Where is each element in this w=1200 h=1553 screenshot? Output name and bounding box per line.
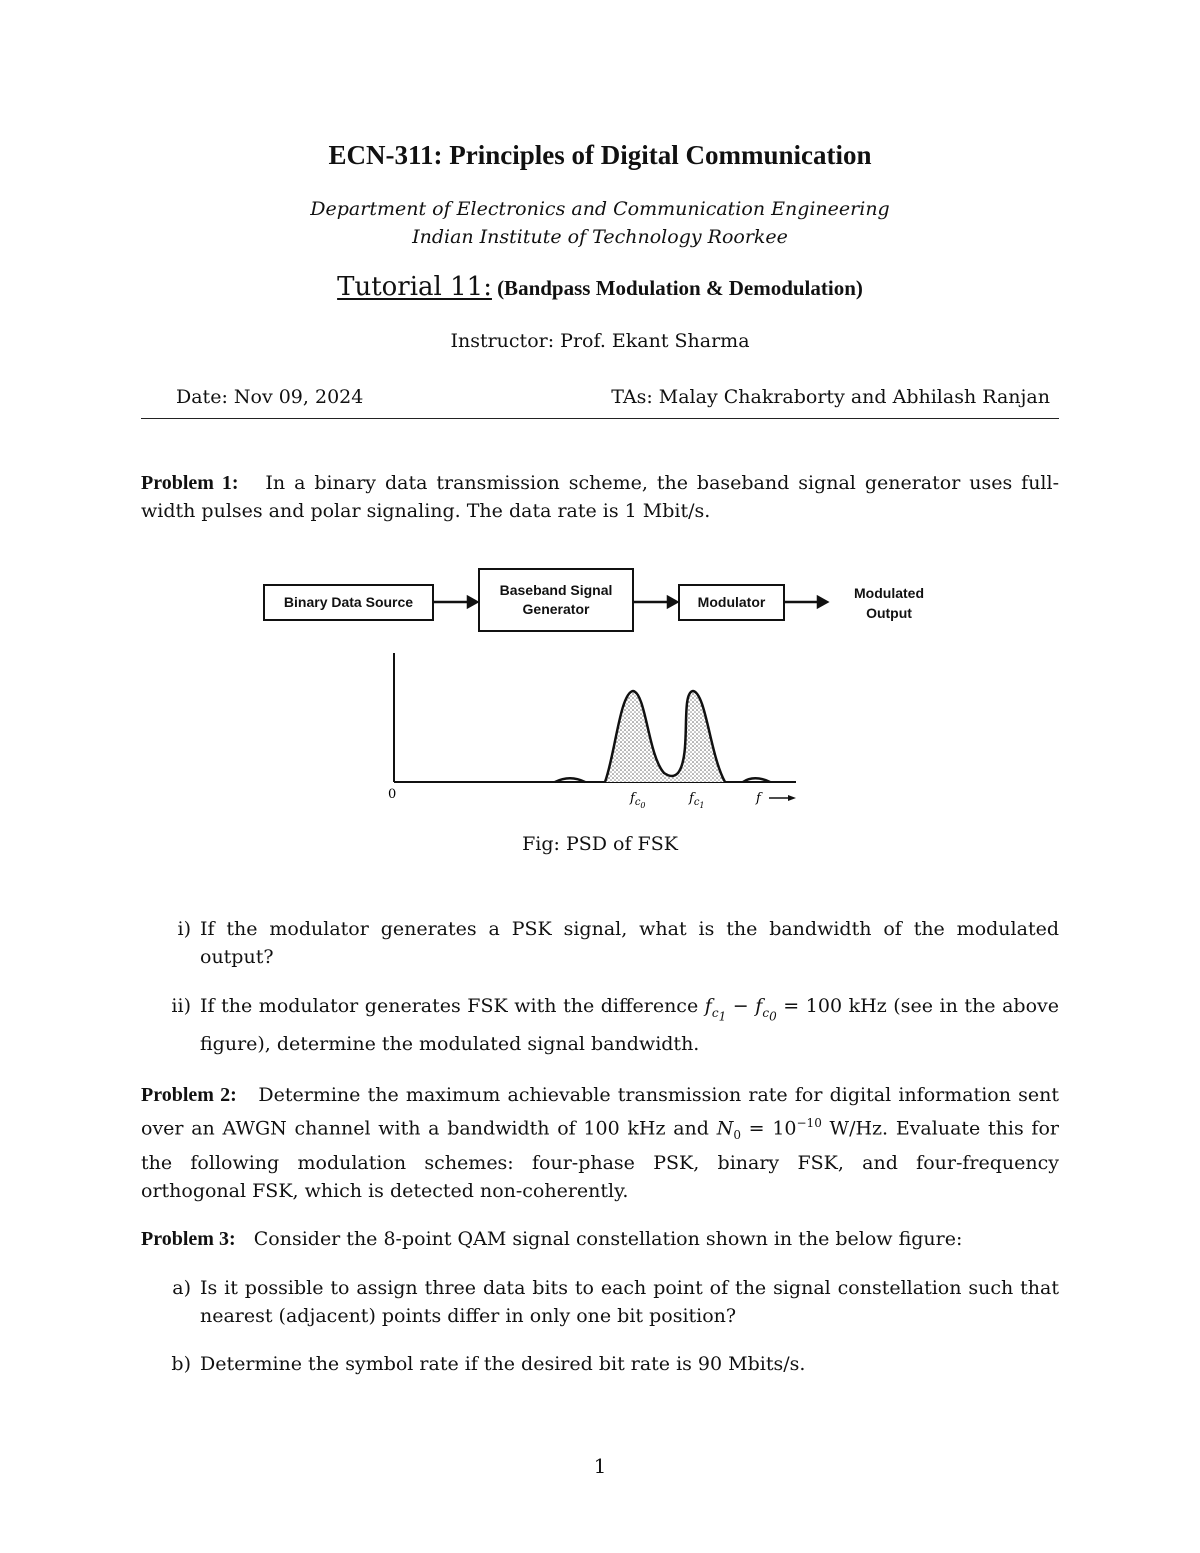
fc0-f: f	[630, 791, 635, 806]
fc1-minus-fc0: $f_{c_1} - f_{c_0}$	[704, 995, 777, 1024]
n0-symbol: N	[716, 1117, 734, 1140]
fc1-label	[688, 791, 705, 810]
arrow-3-head	[818, 597, 827, 607]
document-title: ECN-311: Principles of Digital Communication	[328, 140, 872, 170]
instructor: Instructor: Prof. Ekant Sharma	[450, 330, 750, 352]
output-line2: Output	[866, 605, 912, 621]
f-axis-arrow-head	[788, 795, 796, 801]
item-text: Is it possible to assign three data bits to each point of the signal constellation such that nearest (adjacent) points differ in only one bit position?	[200, 1277, 1059, 1327]
math-sub: c	[711, 1005, 719, 1020]
problem-2	[141, 1081, 1059, 1205]
output-line1: Modulated	[854, 585, 924, 601]
fc0-subsub: 0	[640, 801, 646, 810]
fc1-f: f	[689, 791, 694, 806]
problem-3-text: Consider the 8-point QAM signal constellation shown in the below figure:	[253, 1228, 963, 1250]
math-f: f	[704, 995, 712, 1017]
teaching-assistants: TAs: Malay Chakraborty and Abhilash Ranjan	[611, 386, 1050, 408]
math-sub: c	[762, 1005, 770, 1020]
problem-1	[141, 469, 1059, 525]
item-label: b)	[171, 1353, 191, 1375]
problem-3	[141, 1225, 1059, 1253]
fc1-sub: c	[693, 797, 700, 808]
n0-exponent: −10	[796, 1116, 822, 1130]
n0-eq: = 10	[740, 1117, 797, 1140]
arrow-1-head	[468, 597, 477, 607]
block-label-line2: Generator	[522, 601, 590, 617]
page-number: 1	[593, 1454, 607, 1478]
psd-curve	[555, 691, 770, 782]
affiliation	[0, 195, 1200, 251]
item-text-part-a: If the modulator generates FSK with the difference	[200, 995, 705, 1017]
fsk-psd-plot	[380, 645, 820, 815]
problem-1-item-ii	[141, 992, 1060, 1056]
fc0-label	[629, 791, 646, 810]
tutorial-topic: (Bandpass Modulation & Demodulation)	[497, 276, 863, 300]
f-axis-label: f	[756, 791, 761, 806]
tutorial-number: Tutorial 11:	[337, 272, 492, 302]
block-label: Binary Data Source	[283, 594, 414, 610]
n0-sub: 0	[733, 1128, 741, 1143]
origin-label: 0	[388, 787, 397, 802]
institute-name: Indian Institute of Technology Roorkee	[412, 226, 788, 248]
item-text-part-b: = 100 kHz (see in the above figure), determine the modulated signal bandwidth.	[200, 995, 1060, 1056]
problem-3-item-b	[141, 1350, 1059, 1378]
diagram-arrows	[0, 560, 1200, 640]
item-label: a)	[172, 1277, 191, 1299]
problem-2-text-a: Determine the maximum achievable transmission rate for digital information sent over an AWGN channel with a bandwidth of 100 kHz and	[141, 1084, 1060, 1140]
arrow-2-head	[668, 597, 677, 607]
math-subsub: 1	[718, 1009, 727, 1024]
date: Date: Nov 09, 2024	[176, 386, 364, 408]
problem-3-item-a	[141, 1274, 1059, 1330]
problem-2-text-b: W/Hz. Evaluate this for the following modulation schemes: four-phase PSK, binary FSK, and four-frequency orthogonal FSK, which is detected non-coherently.	[141, 1117, 1059, 1203]
problem-1-label: Problem 1:	[141, 472, 239, 494]
header-divider	[141, 418, 1059, 419]
fc1-subsub: 1	[699, 801, 705, 810]
item-text: If the modulator generates a PSK signal, what is the bandwidth of the modulated output?	[200, 918, 1059, 968]
block-label-line1: Baseband Signal	[499, 582, 613, 598]
figure-caption: Fig: PSD of FSK	[522, 833, 678, 855]
item-text: Determine the symbol rate if the desired bit rate is 90 Mbits/s.	[200, 1353, 806, 1375]
math-subsub: 0	[769, 1009, 777, 1024]
problem-1-item-i	[141, 915, 1059, 971]
problem-1-text: In a binary data transmission scheme, the baseband signal generator uses full-width pulses and polar signaling. The data rate is 1 Mbit/s.	[141, 472, 1060, 522]
item-text	[200, 992, 1059, 1058]
math-f: f	[755, 995, 763, 1017]
item-label: i)	[177, 918, 191, 940]
block-label: Modulator	[697, 594, 766, 610]
problem-3-label: Problem 3:	[141, 1228, 236, 1250]
problem-2-label: Problem 2:	[141, 1084, 237, 1106]
tutorial-heading	[0, 272, 1200, 302]
item-label: ii)	[171, 995, 191, 1017]
fc0-sub: c	[634, 797, 641, 808]
department-name: Department of Electronics and Communication Engineering	[310, 198, 890, 220]
